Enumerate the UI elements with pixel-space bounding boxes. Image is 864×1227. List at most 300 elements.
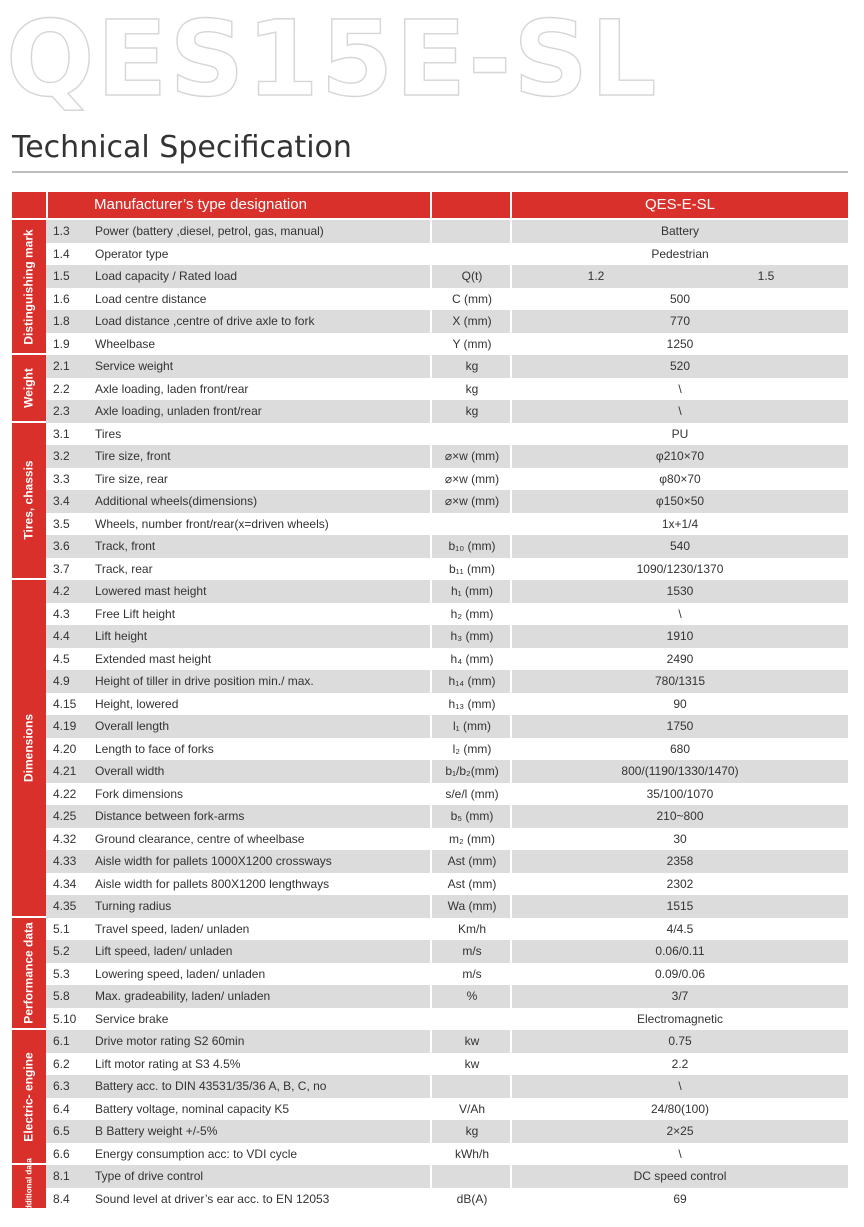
column-divider [510,850,512,873]
row-unit: Wa (mm) [447,899,497,913]
row-description: Type of drive control [95,1169,204,1183]
column-divider [430,760,432,783]
row-value: 2490 [666,651,694,666]
row-value: 35/100/1070 [646,786,714,801]
column-divider [430,1008,432,1031]
column-divider [430,625,432,648]
spec-row [46,805,848,828]
row-value: 1250 [666,336,694,351]
row-value: 780/1315 [654,674,706,688]
row-unit: ⌀×w (mm) [444,494,500,508]
row-value: 2358 [666,854,694,868]
column-divider [510,1075,512,1098]
header-label: Manufacturer’s type designation [94,196,307,213]
row-unit: l₂ (mm) [452,741,492,756]
column-divider [510,1143,512,1166]
row-value: 1x+1/4 [661,516,699,531]
row-value: 520 [669,359,691,373]
header-value: QES-E-SL [644,196,716,213]
spec-row [46,963,848,986]
column-divider [510,1165,512,1188]
row-number: 4.15 [53,696,77,711]
row-description: Service weight [95,359,174,373]
column-divider [510,873,512,896]
column-divider [430,693,432,716]
row-number: 6.5 [53,1124,70,1138]
column-divider [510,1030,512,1053]
group-label-block [12,580,46,916]
row-description: Aisle width for pallets 800X1200 lengthways [95,876,330,891]
row-unit: m/s [462,966,482,981]
spec-row [46,648,848,671]
row-number: 1.4 [53,246,70,261]
row-value: \ [678,1079,682,1093]
column-divider [430,873,432,896]
row-value: 24/80(100) [650,1101,710,1116]
spec-row [46,850,848,873]
row-description: Tires [95,426,122,441]
row-description: Battery acc. to DIN 43531/35/36 A, B, C, no [95,1079,327,1093]
spec-row [46,490,848,513]
column-divider [430,400,432,423]
column-divider [430,333,432,356]
row-number: 1.5 [53,269,70,283]
column-divider [430,940,432,963]
row-value: 1090/1230/1370 [636,561,724,576]
column-divider [430,355,432,378]
column-divider [430,558,432,581]
column-divider [510,558,512,581]
column-divider [510,580,512,603]
group-label: Electric- engine [21,1051,36,1142]
row-description: Length to face of forks [95,741,214,756]
row-number: 3.5 [53,516,70,531]
column-divider [510,1120,512,1143]
row-unit: Ast (mm) [447,876,497,891]
row-unit: Q(t) [461,269,483,283]
spec-row [46,580,848,603]
row-description: Axle loading, unladen front/rear [95,404,262,418]
column-divider [510,648,512,671]
row-description: Lift speed, laden/ unladen [95,944,233,958]
row-number: 4.20 [53,741,77,756]
row-value: 1750 [666,719,694,733]
row-value: \ [678,606,682,621]
row-unit: kg [465,1124,479,1138]
spec-row [46,783,848,806]
row-value: 770 [669,314,691,328]
spec-row [46,513,848,536]
row-value: 680 [669,741,691,756]
row-description: Energy consumption acc: to VDI cycle [95,1146,298,1161]
column-divider [430,918,432,941]
column-divider [430,1098,432,1121]
column-divider [510,715,512,738]
row-number: 3.6 [53,539,70,553]
row-description: Turning radius [95,899,172,913]
spec-row [46,760,848,783]
column-divider [430,963,432,986]
group-label-block [12,918,46,1029]
row-unit: kg [465,359,479,373]
row-unit: kg [465,404,479,418]
column-divider [510,670,512,693]
row-value: DC speed control [633,1169,727,1183]
row-number: 3.2 [53,449,70,463]
row-unit: h₁₄ (mm) [448,674,496,688]
row-value: 210~800 [656,809,704,823]
group-label-block [12,1157,46,1216]
row-value: 1530 [666,584,694,598]
row-number: 1.3 [53,224,70,238]
column-divider [430,445,432,468]
row-unit: kg [465,381,479,396]
row-description: Power (battery ,diesel, petrol, gas, manual) [95,224,324,238]
column-divider [430,828,432,851]
row-value: 800/(1190/1330/1470) [621,764,739,778]
column-divider [510,603,512,626]
row-value: \ [678,381,682,396]
row-description: Height of tiller in drive position min./ max. [95,674,314,688]
spec-row [46,1188,848,1211]
column-divider [430,738,432,761]
row-number: 4.9 [53,674,70,688]
row-description: Sound level at driver’s ear acc. to EN 12053 [95,1191,330,1206]
column-divider [510,963,512,986]
row-description: Track, front [95,539,156,553]
row-unit: ⌀×w (mm) [444,449,500,463]
column-divider [430,580,432,603]
row-number: 4.32 [53,831,77,846]
spec-row [46,1075,848,1098]
column-divider [510,940,512,963]
row-description: Drive motor rating S2 60min [95,1034,245,1048]
column-divider [430,288,432,311]
row-number: 4.34 [53,876,77,891]
column-divider [510,288,512,311]
spec-row [46,1030,848,1053]
column-divider [510,490,512,513]
column-divider [510,760,512,783]
spec-row [46,670,848,693]
column-divider [510,423,512,446]
row-unit: Ast (mm) [447,854,497,868]
row-unit: m₂ (mm) [449,831,495,846]
row-value: 2×25 [666,1124,694,1138]
row-number: 2.1 [53,359,70,373]
spec-row [46,1053,848,1076]
row-value: Pedestrian [651,246,709,261]
row-number: 4.3 [53,606,70,621]
row-number: 6.2 [53,1056,70,1071]
column-divider [430,423,432,446]
row-description: Height, lowered [95,696,179,711]
row-value: 69 [673,1191,687,1206]
row-value: Battery [660,224,699,238]
row-number: 2.3 [53,404,70,418]
row-value: Electromagnetic [636,1011,724,1026]
spec-row [46,1143,848,1166]
row-number: 4.19 [53,719,77,733]
row-unit: C (mm) [452,291,492,306]
spec-row [46,400,848,423]
spec-row [46,603,848,626]
spec-row [46,693,848,716]
row-value: PU [671,426,689,441]
row-value: \ [678,404,682,418]
column-divider [510,220,512,243]
row-number: 5.2 [53,944,70,958]
column-divider [510,1053,512,1076]
column-divider [430,805,432,828]
spec-row [46,355,848,378]
spec-row [46,940,848,963]
spec-row [46,445,848,468]
row-description: Tire size, rear [95,471,168,486]
row-unit: m/s [462,944,482,958]
group-label: Dimensions [21,713,36,782]
row-unit: X (mm) [452,314,492,328]
row-description: Extended mast height [95,651,212,666]
row-value: 1.5 [757,269,775,283]
column-divider [510,513,512,536]
row-number: 2.2 [53,381,70,396]
column-divider [430,715,432,738]
row-value: 30 [673,831,687,846]
column-divider [430,1075,432,1098]
row-description: Travel speed, laden/ unladen [95,921,250,936]
row-unit: Y (mm) [452,336,492,351]
row-unit: % [466,989,478,1003]
row-number: 3.4 [53,494,70,508]
row-number: 6.4 [53,1101,70,1116]
row-unit: Km/h [457,921,486,936]
row-description: Load capacity / Rated load [95,269,238,283]
spec-row [46,918,848,941]
row-unit: kw [464,1056,480,1071]
row-description: Free Lift height [95,606,176,621]
column-divider [430,895,432,918]
row-number: 4.25 [53,809,77,823]
row-description: Lift height [95,629,148,643]
spec-row [46,828,848,851]
column-divider [510,445,512,468]
spec-row [46,1165,848,1188]
spec-row [46,558,848,581]
group-label-block [12,1030,46,1163]
row-description: Overall length [95,719,170,733]
column-divider [430,1030,432,1053]
spec-row [46,243,848,266]
column-divider [430,850,432,873]
header-divider [430,192,432,218]
row-number: 8.1 [53,1169,70,1183]
row-number: 8.4 [53,1191,70,1206]
column-divider [510,693,512,716]
row-description: Max. gradeability, laden/ unladen [95,989,271,1003]
group-label: Distinguishing mark [21,228,36,345]
column-divider [510,625,512,648]
row-value: φ210×70 [655,449,705,463]
row-value: 1910 [666,629,694,643]
column-divider [510,243,512,266]
spec-row [46,423,848,446]
row-number: 3.7 [53,561,70,576]
column-divider [430,670,432,693]
column-divider [510,468,512,491]
spec-row [46,333,848,356]
spec-row [46,985,848,1008]
group-label: Additional data [24,1157,34,1216]
row-value: 4/4.5 [666,921,694,936]
column-divider [430,243,432,266]
column-divider [510,535,512,558]
row-number: 3.3 [53,471,70,486]
column-divider [430,378,432,401]
column-divider [430,648,432,671]
row-description: Additional wheels(dimensions) [95,494,258,508]
spec-row [46,625,848,648]
column-divider [510,265,512,288]
column-divider [510,985,512,1008]
column-divider [430,310,432,333]
spec-row [46,738,848,761]
group-label-block [12,423,46,579]
column-divider [510,895,512,918]
page-title: Technical Specification [12,130,352,165]
row-number: 3.1 [53,426,70,441]
row-value: φ150×50 [655,494,705,508]
spec-row [46,1008,848,1031]
row-value: 3/7 [671,989,689,1003]
column-divider [510,1188,512,1211]
row-description: Fork dimensions [95,786,184,801]
row-number: 6.1 [53,1034,70,1048]
row-number: 5.3 [53,966,70,981]
column-divider [430,783,432,806]
row-unit: s/e/l (mm) [445,786,499,801]
row-description: Wheelbase [95,336,156,351]
row-value: 1.2 [587,269,605,283]
row-description: Axle loading, laden front/rear [95,381,249,396]
column-divider [430,1120,432,1143]
column-divider [510,378,512,401]
row-description: B Battery weight +/-5% [95,1124,218,1138]
spec-row [46,265,848,288]
row-value: 0.06/0.11 [655,944,705,958]
row-value: 2.2 [671,1056,689,1071]
row-number: 1.9 [53,336,70,351]
row-value: \ [678,1146,682,1161]
row-description: Distance between fork-arms [95,809,245,823]
row-unit: h₁₃ (mm) [448,696,496,711]
row-number: 4.33 [53,854,77,868]
column-divider [510,310,512,333]
column-divider [510,918,512,941]
group-label: Weight [21,367,36,408]
row-description: Ground clearance, centre of wheelbase [95,831,305,846]
row-description: Tire size, front [95,449,171,463]
row-value: 0.09/0.06 [654,966,706,981]
row-number: 5.8 [53,989,70,1003]
row-unit: h₂ (mm) [450,606,494,621]
row-unit: h₄ (mm) [450,651,494,666]
row-number: 1.6 [53,291,70,306]
spec-row [46,468,848,491]
spec-row [46,1120,848,1143]
row-value: 2302 [666,876,694,891]
spec-row [46,220,848,243]
row-number: 5.10 [53,1011,77,1026]
row-unit: b₁₁ (mm) [448,561,496,576]
row-description: Lift motor rating at S3 4.5% [95,1056,241,1071]
row-value: 1515 [666,899,694,913]
spec-row [46,715,848,738]
row-unit: b₁₀ (mm) [448,539,496,553]
column-divider [430,490,432,513]
spec-row [46,535,848,558]
column-divider [510,783,512,806]
row-description: Track, rear [95,561,153,576]
row-number: 5.1 [53,921,70,936]
row-value: 500 [669,291,691,306]
row-unit: dB(A) [456,1191,488,1206]
row-number: 6.6 [53,1146,70,1161]
spec-row [46,378,848,401]
column-divider [510,738,512,761]
row-description: Lowering speed, laden/ unladen [95,966,266,981]
row-description: Overall width [95,764,165,778]
column-divider [430,535,432,558]
column-divider [430,220,432,243]
spec-row [46,895,848,918]
column-divider [430,1188,432,1211]
group-label: Tires, chassis [21,460,36,540]
table-header [12,192,848,218]
column-divider [430,985,432,1008]
row-number: 4.2 [53,584,70,598]
row-description: Lowered mast height [95,584,207,598]
column-divider [510,355,512,378]
row-description: Aisle width for pallets 1000X1200 crossways [95,854,332,868]
row-description: Battery voltage, nominal capacity K5 [95,1101,290,1116]
group-label-block [12,220,46,353]
column-divider [510,333,512,356]
row-number: 4.22 [53,786,77,801]
row-unit: b₅ (mm) [450,809,494,823]
row-unit: b₁/b₂(mm) [445,764,499,778]
column-divider [430,265,432,288]
column-divider [510,805,512,828]
row-description: Load centre distance [95,291,207,306]
row-value: 90 [673,696,687,711]
row-unit: V/Ah [458,1101,485,1116]
spec-row [46,873,848,896]
row-number: 4.21 [53,764,77,778]
row-unit: h₃ (mm) [450,629,494,643]
column-divider [430,603,432,626]
column-divider [510,400,512,423]
title-divider [12,171,848,173]
spec-row [46,310,848,333]
row-unit: l₁ (mm) [452,719,492,733]
row-unit: ⌀×w (mm) [444,471,500,486]
column-divider [510,828,512,851]
model-name: QES15E-SL [6,0,659,120]
row-description: Service brake [95,1011,169,1026]
row-number: 4.5 [53,651,70,666]
group-label-block [12,355,46,421]
